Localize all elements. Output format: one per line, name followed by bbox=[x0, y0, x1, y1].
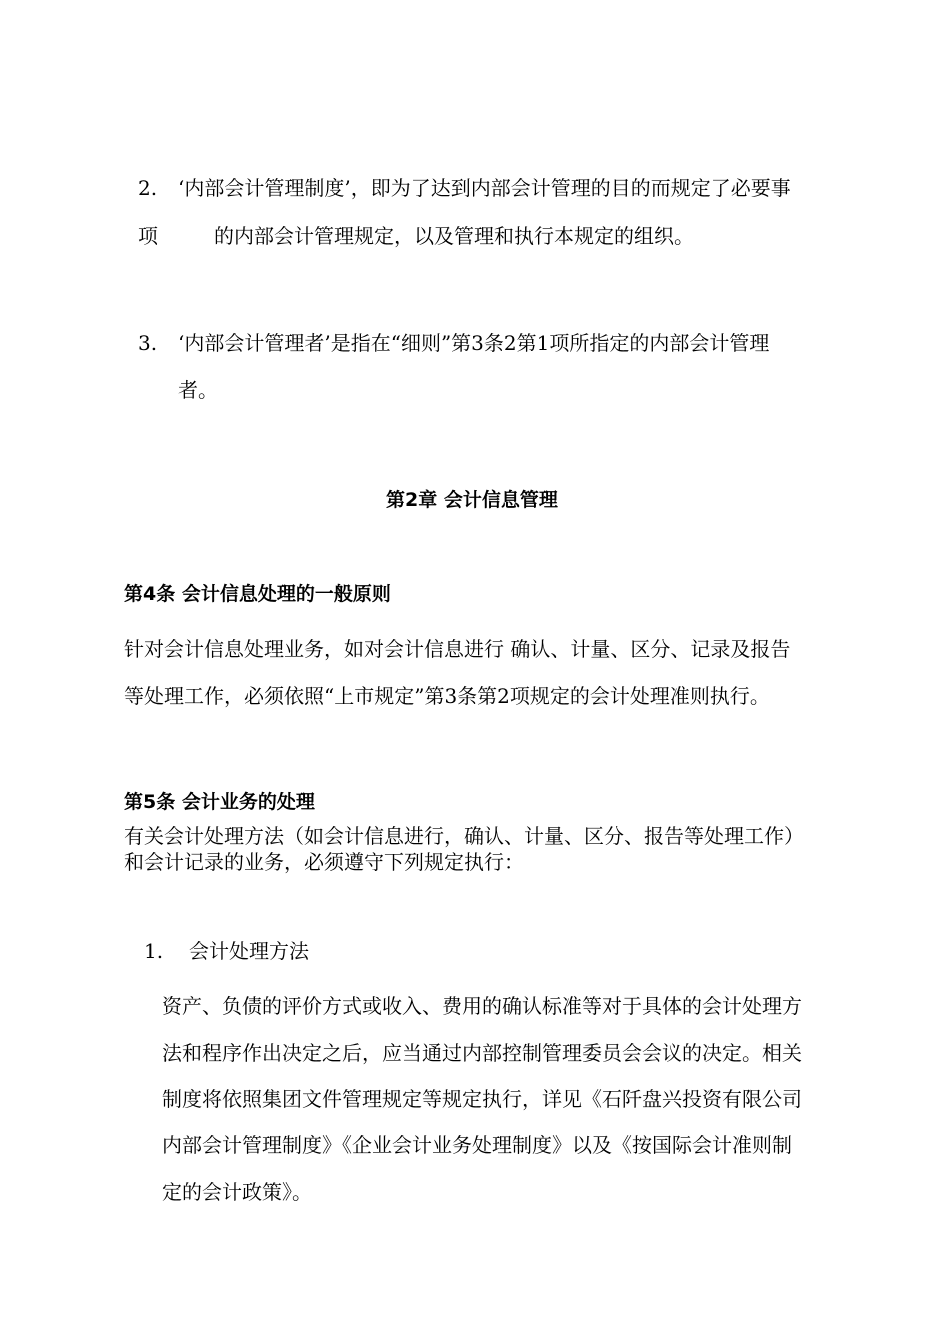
item-2-number: 2. bbox=[138, 176, 158, 200]
item-2-line-2-rest: 的内部会计管理规定，以及管理和执行本规定的组织。 bbox=[214, 224, 694, 248]
sub-item-1-line-5: 定的会计政策》。 bbox=[162, 1180, 312, 1204]
sub-item-1-title: 会计处理方法 bbox=[189, 939, 309, 963]
item-3-number: 3. bbox=[138, 331, 158, 355]
article-5-line-2: 和会计记录的业务，必须遵守下列规定执行： bbox=[124, 850, 524, 874]
article-4-line-2: 等处理工作，必须依照“上市规定”第3条第2项规定的会计处理准则执行。 bbox=[124, 684, 770, 708]
sub-item-1-line-4: 内部会计管理制度》《企业会计业务处理制度》以及《按国际会计准则制 bbox=[162, 1133, 792, 1157]
article-5-line-1: 有关会计处理方法（如会计信息进行，确认、计量、区分、报告等处理工作） bbox=[124, 824, 804, 848]
item-2-line-2 bbox=[138, 224, 694, 248]
sub-item-1-line-3: 制度将依照集团文件管理规定等规定执行，详见《石阡盘兴投资有限公司 bbox=[162, 1087, 802, 1111]
item-2-line-2-start: 项 bbox=[138, 224, 158, 248]
article-5-heading: 第5条 会计业务的处理 bbox=[124, 791, 315, 813]
chapter-title: 第2章 会计信息管理 bbox=[386, 489, 558, 511]
item-2-line-1: ‘内部会计管理制度’，即为了达到内部会计管理的目的而规定了必要事 bbox=[178, 176, 791, 200]
item-3-line-2: 者。 bbox=[178, 378, 218, 402]
article-4-heading: 第4条 会计信息处理的一般原则 bbox=[124, 583, 391, 605]
item-3-line-1: ‘内部会计管理者’是指在“细则”第3条2第1项所指定的内部会计管理 bbox=[178, 331, 770, 355]
sub-item-1-number: 1. bbox=[144, 939, 164, 963]
article-4-line-1: 针对会计信息处理业务，如对会计信息进行 确认、计量、区分、记录及报告 bbox=[124, 637, 791, 661]
sub-item-1-line-1: 资产、负债的评价方式或收入、费用的确认标准等对于具体的会计处理方 bbox=[162, 994, 802, 1018]
sub-item-1-line-2: 法和程序作出决定之后，应当通过内部控制管理委员会会议的决定。相关 bbox=[162, 1041, 802, 1065]
